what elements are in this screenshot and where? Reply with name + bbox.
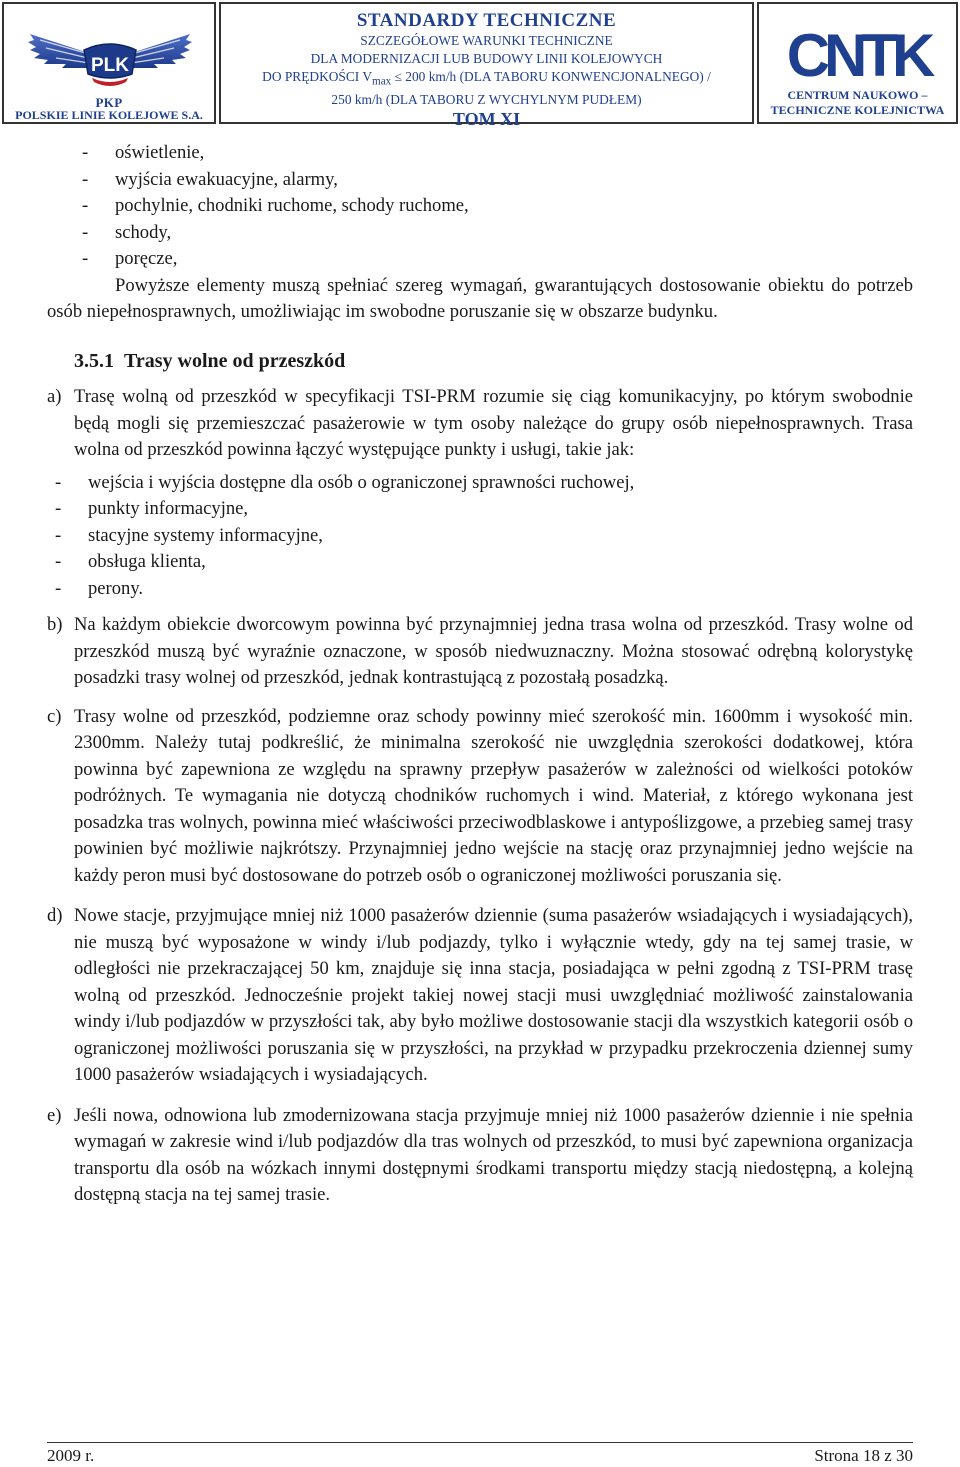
list-item: - pochylnie, chodniki ruchome, schody ruchome, xyxy=(47,193,913,220)
item-d xyxy=(47,903,913,1089)
list-item: - wejścia i wyjścia dostępne dla osób o ograniczonej sprawności ruchowej, xyxy=(47,470,913,497)
page-header xyxy=(0,0,960,128)
title-line-3-a: DO PRĘDKOŚCI V xyxy=(262,69,373,84)
intro-paragraph: Powyższe elementy muszą spełniać szereg wymagań, gwarantujących dostosowanie obiektu do potrzeb osób niepełnosprawnych, umożliwiając im swobodne poruszanie się w obszarze budynku. xyxy=(47,274,913,322)
page-footer xyxy=(47,1442,913,1467)
list-item: - oświetlenie, xyxy=(47,140,913,167)
document-title: STANDARDY TECHNICZNE xyxy=(356,10,617,31)
title-line-3-b: ≤ 200 km/h (DLA TABORU KONWENCJONALNEGO) / xyxy=(391,69,711,84)
item-letter: b) xyxy=(47,614,63,635)
org-line-1: CENTRUM NAUKOWO – xyxy=(787,88,928,102)
org-line-2: TECHNICZNE KOLEJNICTWA xyxy=(770,103,945,117)
intro-list xyxy=(47,140,913,273)
title-line-1: SZCZEGÓŁOWE WARUNKI TECHNICZNE xyxy=(360,33,613,48)
plk-winged-logo-icon xyxy=(26,16,194,96)
title-line-4: 250 km/h (DLA TABORU Z WYCHYLNYM PUDŁEM) xyxy=(331,91,642,107)
company-name: POLSKIE LINIE KOLEJOWE S.A. xyxy=(15,108,203,122)
title-line-2: DLA MODERNIZACJI LUB BUDOWY LINII KOLEJOWYCH xyxy=(310,51,663,66)
page-content xyxy=(47,140,913,1209)
title-line-3 xyxy=(221,68,752,91)
list-item: - schody, xyxy=(47,220,913,247)
item-text: Trasy wolne od przeszkód, podziemne oraz schody powinny mieć szerokość min. 1600mm i wysokość min. 2300mm. Należy tutaj podkreślić, że minimalna szerokość nie uwzględnia szerokości dodatkowej, która powinna być zapewniona ze względu na sprawny przepływ pasażerów w zależności od wielkości potoków podróżnych. Te wymagania nie dotyczą chodników ruchomych i wind. Materiał, z którego wykonana jest posadzka tras wolnych, powinna mieć właściwości przeciwodblaskowe i antypoślizgowe, a przebieg samej trasy powinien być możliwie najkrótszy. Przynajmniej jedno wejście na stację oraz przynajmniej jedno wejście na każdy peron musi być dostosowane do potrzeb osób o ograniczonej możliwości poruszania się. xyxy=(74,705,913,886)
plk-logo-box xyxy=(2,2,216,124)
cntk-logo-box xyxy=(757,2,958,124)
item-c xyxy=(47,704,913,890)
item-b xyxy=(47,612,913,692)
list-item: - perony. xyxy=(47,576,913,603)
item-text: Na każdym obiekcie dworcowym powinna być przynajmniej jedna trasa wolna od przeszkód. Trasy wolne od przeszkód muszą być wyraźnie oznaczone, w sposób niedwuznaczny. Można stosować odrębną kolorystykę posadzki trasy wolnej od przeszkód, jednak kontrastującą z pozostałą posadzką. xyxy=(74,614,913,688)
company-abbr: PKP xyxy=(95,95,123,110)
section-title: Trasy wolne od przeszkód xyxy=(124,349,346,372)
list-item: - obsługa klienta, xyxy=(47,549,913,576)
item-letter: d) xyxy=(47,905,63,926)
cntk-logo-icon xyxy=(786,14,930,89)
item-letter: e) xyxy=(47,1104,62,1126)
item-a-list xyxy=(47,470,913,603)
footer-year: 2009 r. xyxy=(47,1446,95,1465)
item-e xyxy=(47,1103,913,1209)
title-line-3-sub: max xyxy=(372,75,392,88)
section-heading xyxy=(74,348,913,375)
organization-name xyxy=(759,88,956,118)
item-letter: a) xyxy=(47,386,62,407)
page-number: Strona 18 z 30 xyxy=(814,1446,913,1465)
item-a xyxy=(47,384,913,464)
item-text: Nowe stacje, przyjmujące mniej niż 1000 pasażerów dziennie (suma pasażerów wsiadających i wysiadających), nie muszą być wyposażone w windy i/lub podjazdy, tylko i wyłącznie wtedy, gdy na tej samej trasie, w odległości nie przekraczającej 50 km, znajduje się inna stacja, posiadająca w pełni zgodną z TSI-PRM trasę wolną od przeszkód. Jednocześnie projekt takiej nowej stacji musi uwzględniać możliwość zainstalowania windy i/lub podjazdów w przyszłości tak, aby było możliwe dostosowanie stacji dla wszystkich kategorii osób o ograniczonej możliwości poruszania się w przyszłości, na przykład w przypadku przekroczenia dziennej sumy 1000 pasażerów wsiadających i wysiadających. xyxy=(74,905,913,1085)
svg-text:PLK: PLK xyxy=(91,55,129,76)
volume-label: TOM XI xyxy=(452,108,521,129)
document-title-box xyxy=(219,2,754,129)
list-item: - stacyjne systemy informacyjne, xyxy=(47,523,913,550)
item-text: Jeśli nowa, odnowiona lub zmodernizowana stacja przyjmuje mniej niż 1000 pasażerów dziennie i nie spełnia wymagań w zakresie wind i/lub podjazdów dla tras wolnych od przeszkód, to musi być zapewniona organizacja transportu dla osób na wózkach innymi dostępnymi środkami transportu między stacją niedostępną, a kolejną dostępną stacja na tej samej trasie. xyxy=(74,1104,913,1205)
list-item: - poręcze, xyxy=(47,246,913,273)
item-text: Trasę wolną od przeszkód w specyfikacji TSI-PRM rozumie się ciąg komunikacyjny, po którym swobodnie będą mogli się przemieszczać pasażerowie w tym osoby należące do grupy osób niepełnosprawnych. Trasa wolna od przeszkód powinna łączyć występujące punkty i usługi, takie jak: xyxy=(74,386,913,460)
list-item: - wyjścia ewakuacyjne, alarmy, xyxy=(47,167,913,194)
cntk-logo-text: CNTK xyxy=(786,22,930,89)
section-number: 3.5.1 xyxy=(74,349,114,372)
item-letter: c) xyxy=(47,705,62,727)
list-item: - punkty informacyjne, xyxy=(47,496,913,523)
